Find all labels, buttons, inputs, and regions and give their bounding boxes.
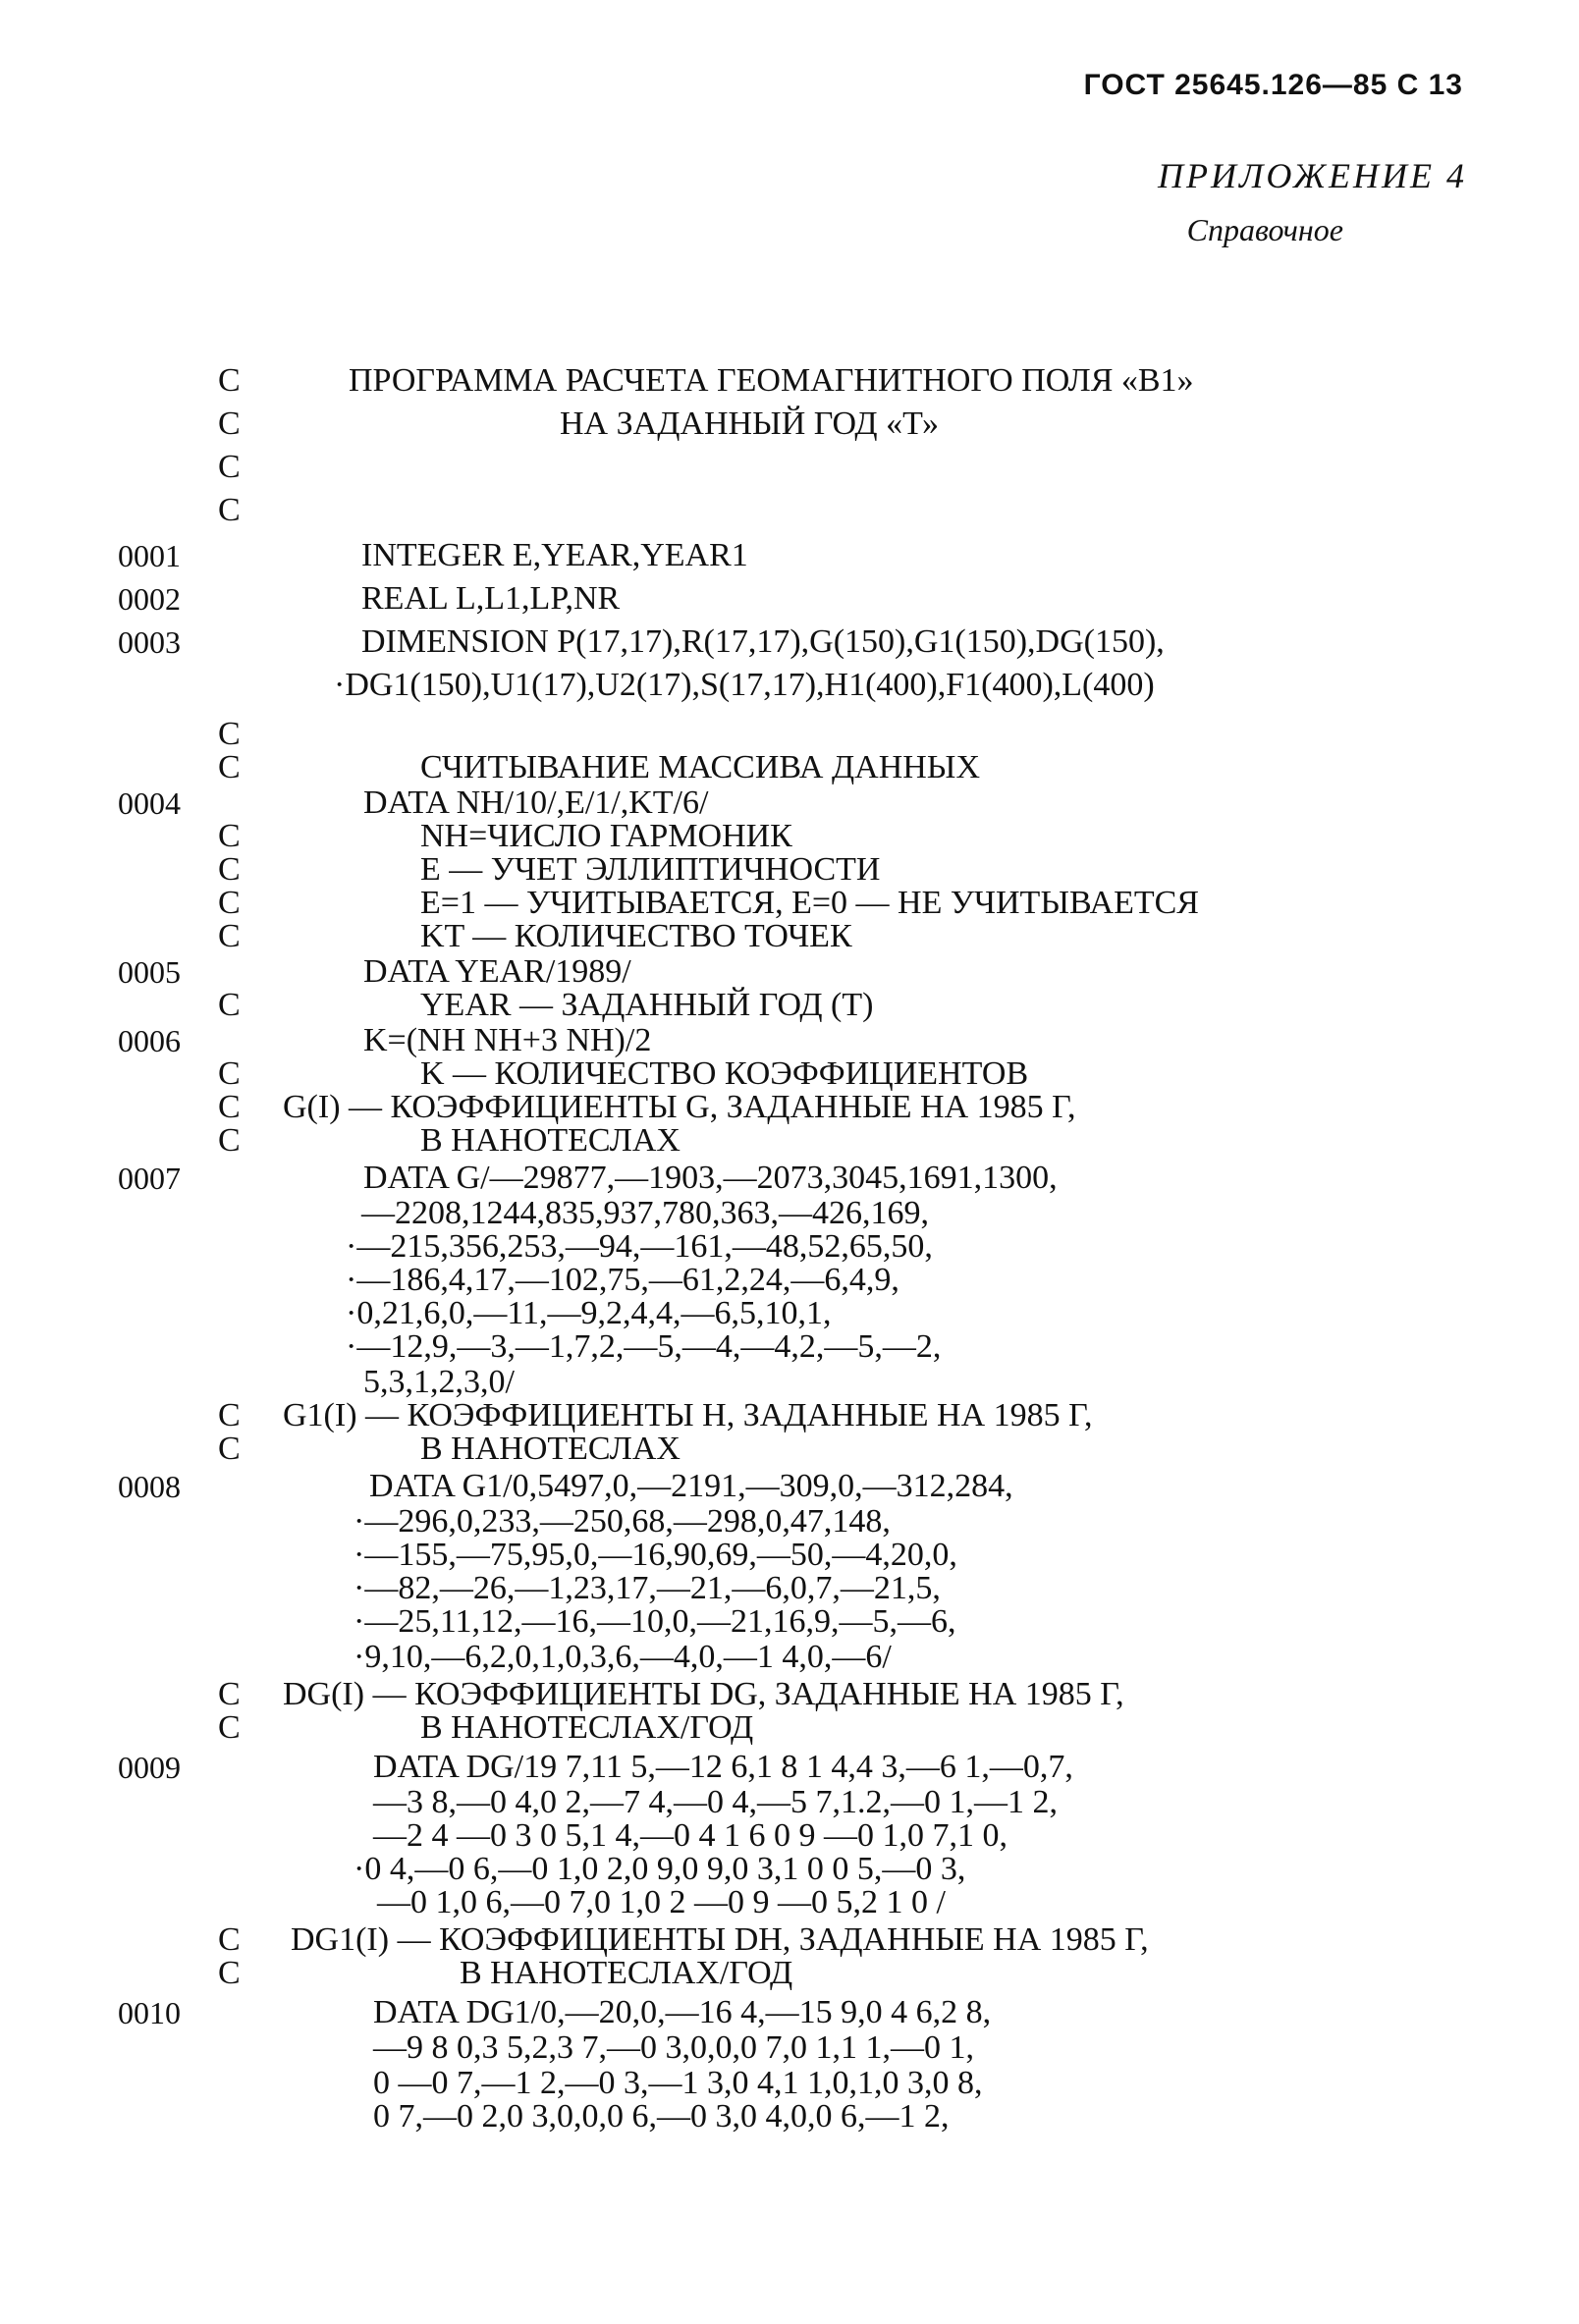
code-text: INTEGER E,YEAR,YEAR1 bbox=[361, 537, 748, 573]
code-text: ·—25,11,12,—16,—10,0,—21,16,9,—5,—6, bbox=[354, 1603, 956, 1640]
line-number: 0009 bbox=[118, 1750, 181, 1785]
comment-text: В НАНОТЕСЛАХ/ГОД bbox=[460, 1955, 793, 1991]
code-text: 5,3,1,2,3,0/ bbox=[363, 1364, 515, 1400]
comment-marker: C bbox=[218, 1055, 241, 1092]
comment-text: G(I) — КОЭФФИЦИЕНТЫ G, ЗАДАННЫЕ НА 1985 Г, bbox=[283, 1089, 1076, 1125]
comment-text: NH=ЧИСЛО ГАРМОНИК bbox=[420, 818, 792, 854]
code-text: K=(NH NH+3 NH)/2 bbox=[363, 1022, 652, 1058]
comment-marker: C bbox=[218, 405, 241, 442]
code-text: ·—215,356,253,—94,—161,—48,52,65,50, bbox=[346, 1228, 933, 1265]
code-text: REAL L,L1,LP,NR bbox=[361, 580, 621, 617]
comment-text: ПРОГРАММА РАСЧЕТА ГЕОМАГНИТНОГО ПОЛЯ «B1» bbox=[349, 362, 1194, 399]
comment-marker: C bbox=[218, 1397, 241, 1433]
code-text: —0 1,0 6,—0 7,0 1,0 2 —0 9 —0 5,2 1 0 / bbox=[377, 1884, 946, 1920]
line-number: 0003 bbox=[118, 624, 181, 660]
comment-marker: C bbox=[218, 492, 241, 528]
code-text: 0 7,—0 2,0 3,0,0,0 6,—0 3,0 4,0,0 6,—1 2, bbox=[373, 2098, 950, 2135]
line-number: 0002 bbox=[118, 581, 181, 617]
line-number: 0001 bbox=[118, 538, 181, 573]
code-text: DATA DG/19 7,11 5,—12 6,1 8 1 4,4 3,—6 1,—0,7, bbox=[373, 1749, 1073, 1785]
line-number: 0004 bbox=[118, 785, 181, 821]
code-text: ·—296,0,233,—250,68,—298,0,47,148, bbox=[354, 1503, 891, 1540]
page-header: ГОСТ 25645.126—85 С 13 bbox=[1083, 69, 1463, 101]
line-number: 0006 bbox=[118, 1023, 181, 1058]
comment-marker: C bbox=[218, 1089, 241, 1125]
line-number: 0010 bbox=[118, 1995, 181, 2030]
comment-marker: C bbox=[218, 1709, 241, 1746]
comment-marker: C bbox=[218, 449, 241, 485]
comment-text: СЧИТЫВАНИЕ МАССИВА ДАННЫХ bbox=[420, 749, 981, 785]
code-text: DATA NH/10/,E/1/,KT/6/ bbox=[363, 784, 709, 821]
comment-text: DG1(I) — КОЭФФИЦИЕНТЫ DH, ЗАДАННЫЕ НА 1985 Г, bbox=[291, 1921, 1149, 1958]
comment-text: В НАНОТЕСЛАХ/ГОД bbox=[420, 1709, 754, 1746]
comment-marker: C bbox=[218, 987, 241, 1023]
comment-text: DG(I) — КОЭФФИЦИЕНТЫ DG, ЗАДАННЫЕ НА 1985 Г, bbox=[283, 1676, 1124, 1712]
code-text: ·—155,—75,95,0,—16,90,69,—50,—4,20,0, bbox=[354, 1537, 957, 1573]
code-text: DATA G/—29877,—1903,—2073,3045,1691,1300, bbox=[363, 1160, 1058, 1196]
comment-marker: C bbox=[218, 362, 241, 399]
code-text: ·0 4,—0 6,—0 1,0 2,0 9,0 9,0 3,1 0 0 5,—0 3, bbox=[354, 1851, 966, 1887]
comment-text: В НАНОТЕСЛАХ bbox=[420, 1122, 681, 1159]
comment-marker: C bbox=[218, 1955, 241, 1991]
code-text: ·—82,—26,—1,23,17,—21,—6,0,7,—21,5, bbox=[354, 1570, 941, 1606]
code-text: —2208,1244,835,937,780,363,—426,169, bbox=[361, 1195, 929, 1231]
comment-marker: C bbox=[218, 1431, 241, 1467]
comment-marker: C bbox=[218, 716, 241, 752]
appendix-title: ПРИЛОЖЕНИЕ 4 bbox=[1158, 156, 1467, 195]
code-text: DATA YEAR/1989/ bbox=[363, 953, 631, 990]
code-text: 0 —0 7,—1 2,—0 3,—1 3,0 4,1 1,0,1,0 3,0 8, bbox=[373, 2065, 983, 2101]
comment-marker: C bbox=[218, 818, 241, 854]
comment-text: YEAR — ЗАДАННЫЙ ГОД (T) bbox=[420, 987, 874, 1023]
code-text: —2 4 —0 3 0 5,1 4,—0 4 1 6 0 9 —0 1,0 7,1 0, bbox=[373, 1817, 1007, 1854]
appendix-subtitle: Справочное bbox=[1186, 212, 1343, 247]
comment-marker: C bbox=[218, 1122, 241, 1159]
line-number: 0007 bbox=[118, 1161, 181, 1196]
line-number: 0008 bbox=[118, 1469, 181, 1504]
code-text: —9 8 0,3 5,2,3 7,—0 3,0,0,0 7,0 1,1 1,—0 1, bbox=[373, 2029, 974, 2066]
comment-marker: C bbox=[218, 1921, 241, 1958]
code-text: ·DG1(150),U1(17),U2(17),S(17,17),H1(400),F1(400),L(400) bbox=[334, 667, 1155, 703]
comment-marker: C bbox=[218, 918, 241, 954]
comment-text: В НАНОТЕСЛАХ bbox=[420, 1431, 681, 1467]
code-text: ·—186,4,17,—102,75,—61,2,24,—6,4,9, bbox=[346, 1262, 899, 1298]
comment-text: KT — КОЛИЧЕСТВО ТОЧЕК bbox=[420, 918, 852, 954]
code-text: DIMENSION P(17,17),R(17,17),G(150),G1(150),DG(150), bbox=[361, 623, 1165, 660]
comment-marker: C bbox=[218, 749, 241, 785]
comment-marker: C bbox=[218, 1676, 241, 1712]
comment-text: НА ЗАДАННЫЙ ГОД «Т» bbox=[560, 405, 940, 442]
line-number: 0005 bbox=[118, 954, 181, 990]
code-text: ·—12,9,—3,—1,7,2,—5,—4,—4,2,—5,—2, bbox=[346, 1328, 942, 1365]
code-text: DATA G1/0,5497,0,—2191,—309,0,—312,284, bbox=[369, 1468, 1013, 1504]
comment-marker: C bbox=[218, 885, 241, 921]
comment-text: K — КОЛИЧЕСТВО КОЭФФИЦИЕНТОВ bbox=[420, 1055, 1029, 1092]
comment-text: G1(I) — КОЭФФИЦИЕНТЫ H, ЗАДАННЫЕ НА 1985 Г, bbox=[283, 1397, 1093, 1433]
code-text: ·9,10,—6,2,0,1,0,3,6,—4,0,—1 4,0,—6/ bbox=[354, 1639, 892, 1675]
code-text: DATA DG1/0,—20,0,—16 4,—15 9,0 4 6,2 8, bbox=[373, 1994, 992, 2030]
comment-text: E=1 — УЧИТЫВАЕТСЯ, E=0 — НЕ УЧИТЫВАЕТСЯ bbox=[420, 885, 1199, 921]
code-text: ·0,21,6,0,—11,—9,2,4,4,—6,5,10,1, bbox=[346, 1295, 832, 1331]
comment-marker: C bbox=[218, 851, 241, 888]
code-text: —3 8,—0 4,0 2,—7 4,—0 4,—5 7,1.2,—0 1,—1 2, bbox=[373, 1784, 1058, 1820]
comment-text: E — УЧЕТ ЭЛЛИПТИЧНОСТИ bbox=[420, 851, 881, 888]
